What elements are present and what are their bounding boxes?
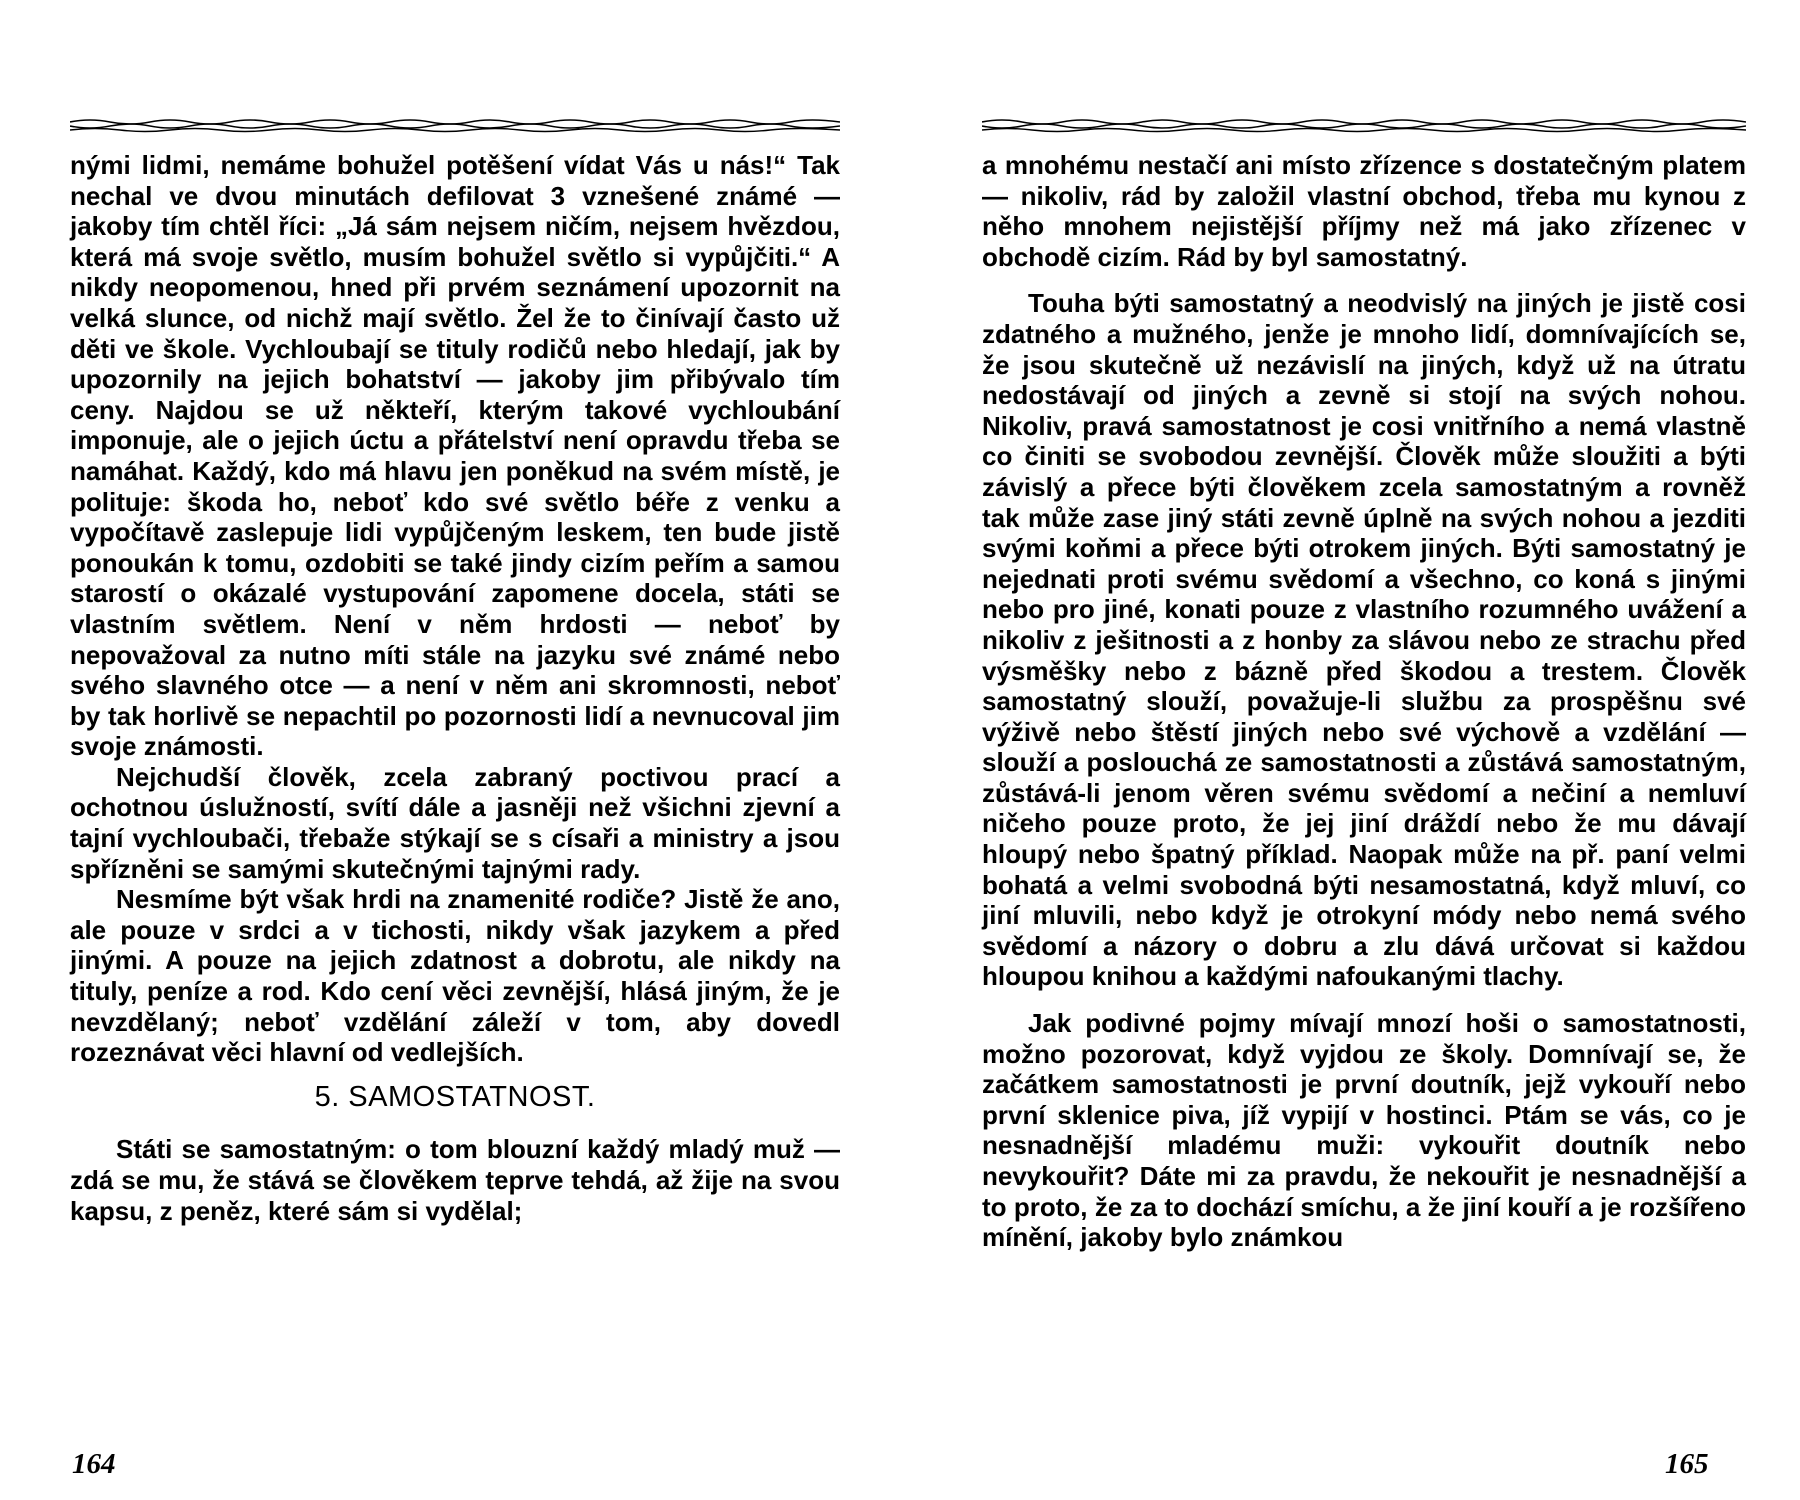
left-page-text: [70, 150, 840, 1226]
right-page: [900, 0, 1800, 1500]
paragraph: Jak podivné pojmy mívají mnozí hoši o samostatnosti, možno pozorovat, když vyjdou ze školy. Domnívají se, že začátkem samostatnosti je první doutník, jejž vykouří nebo první sklenice piva, jíž vypijí v hostinci. Ptám se vás, co je nesnadnější mladému muži: vykouřit doutník nebo nevykouřit? Dáte mi za pravdu, že nekouřit je nesnadnější a to proto, že za to dochází smíchu, a že jiní kouří a je rozšířeno mínění, jakoby bylo známkou: [982, 1008, 1746, 1253]
header-ornament-rule: [70, 118, 840, 134]
section-heading: 5. SAMOSTATNOST.: [314, 1080, 596, 1113]
page-number: 165: [1665, 1448, 1709, 1480]
page-number: 164: [72, 1448, 116, 1480]
paragraph: Státi se samostatným: o tom blouzní každý mladý muž — zdá se mu, že stává se člověkem teprve tehdá, až žije na svou kapsu, z peněz, které sám si vydělal;: [70, 1134, 840, 1226]
header-ornament-rule: [982, 118, 1746, 134]
paragraph: Touha býti samostatný a neodvislý na jiných je jistě cosi zdatného a mužného, jenže je mnoho lidí, domnívajících se, že jsou skutečně už nezávislí na jiných, když už na útratu nedostávají od jiných a zevně si stojí na svých nohou. Nikoliv, pravá samostatnost je cosi vnitřního a nemá vlastně co činiti se svobodou zevnější. Člověk může sloužiti a býti závislý a přece býti člověkem zcela samostatným a rovněž tak může zase jiný státi zevně úplně na svých nohou a jezditi svými koňmi a přece býti otrokem jiných. Býti samostatný je nejednati proti svému svědomí a všechno, co koná s jinými nebo pro jiné, konati pouze z vlastního rozumného uvážení a nikoliv z ješitnosti a z honby za slávou nebo ze strachu před výsměšky nebo z bázně před škodou a trestem. Člověk samostatný slouží, považuje-li službu za prospěšnu své výživě nebo štěstí jiných nebo své výchově a vzdělání — slouží a poslouchá ze samostatnosti a zůstává samostatným, zůstává-li jenom věren svému svědomí a nečiní a nemluví ničeho pouze proto, že jej jiní dráždí nebo že mu dávají hloupý nebo špatný příklad. Naopak může na př. paní velmi bohatá a velmi svobodná býti nesamostatná, když mluví, co jiní mluvili, nebo když je otrokyní módy nebo nemá svého svědomí a názory o dobru a zlu dává určovat si každou hloupou knihou a každými nafoukanými tlachy.: [982, 288, 1746, 992]
paragraph: nými lidmi, nemáme bohužel potěšení vídat Vás u nás!“ Tak nechal ve dvou minutách defilovat 3 vznešené známé — jakoby tím chtěl říci: „Já sám nejsem ničím, nejsem hvězdou, která má svoje světlo, musím bohužel světlo si vypůjčiti.“ A nikdy neopomenou, hned při prvém seznámení upozornit na velká slunce, od nichž mají světlo. Žel že to činívají často už děti ve škole. Vychloubají se tituly rodičů nebo hledají, jak by upozornily na jejich bohatství — jakoby jim přibývalo tím ceny. Najdou se už někteří, kterým takové vychloubání imponuje, ale o jejich úctu a přátelství není opravdu třeba se namáhat. Každý, kdo má hlavu jen poněkud na svém místě, je polituje: škoda ho, neboť kdo své světlo béře z venku a vypočítavě zaslepuje lidi vypůjčeným leskem, ten bude jistě ponoukán k tomu, ozdobiti se také jindy cizím peřím a samou starostí o okázalé vystupování zapomene docela, státi se vlastním světlem. Není v něm hrdosti — neboť by nepovažoval za nutno míti stále na jazyku své známé nebo svého slavného otce — a není v něm ani skromnosti, neboť by tak horlivě se nepachtil po pozornosti lidí a nevnucoval jim svoje známosti.: [70, 150, 840, 762]
paragraph: a mnohému nestačí ani místo zřízence s dostatečným platem — nikoliv, rád by založil vlastní obchod, třeba mu kynou z něho mnohem nejistější příjmy než má jako zřízenec v obchodě cizím. Rád by byl samostatný.: [982, 150, 1746, 272]
paragraph: Nesmíme být však hrdi na znamenité rodiče? Jistě že ano, ale pouze v srdci a v tichosti, nikdy však jazykem a před jinými. A pouze na jejich zdatnost a dobrotu, ale nikdy na tituly, peníze a rod. Kdo cení věci zevnější, hlásá jiným, že je nevzdělaný; neboť vzdělání záleží v tom, aby dovedl rozeznávat věci hlavní od vedlejších.: [70, 884, 840, 1068]
right-page-text: [982, 150, 1746, 1253]
paragraph: Nejchudší člověk, zcela zabraný poctivou prací a ochotnou úslužností, svítí dále a jasněji než všichni zjevní a tajní vychloubači, třebaže stýkají se s císaři a ministry a jsou spřízněni se samými skutečnými tajnými rady.: [70, 761, 840, 884]
